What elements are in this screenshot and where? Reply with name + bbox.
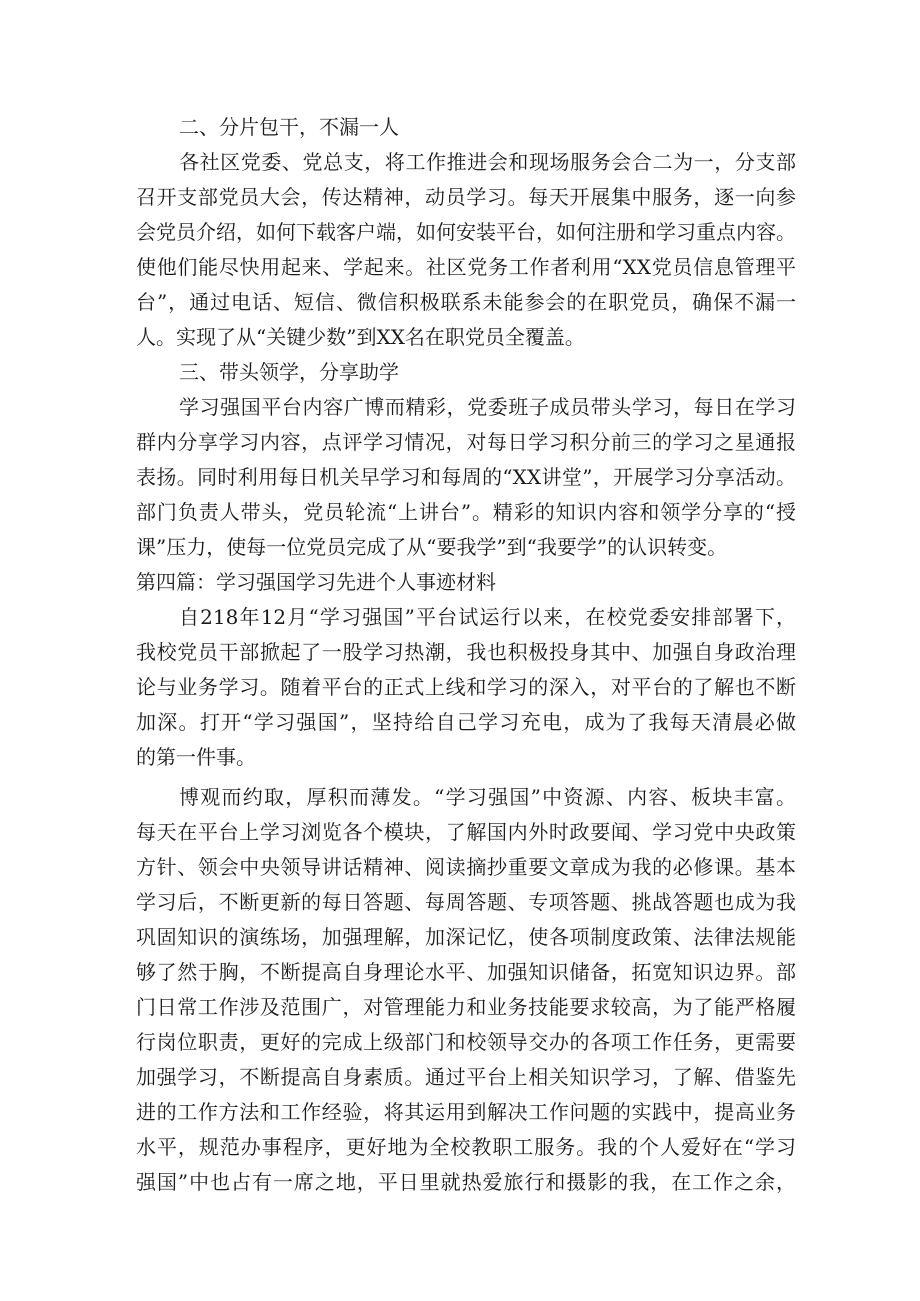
text-line: 每天在平台上学习浏览各个模块，了解国内外时政要闻、学习党中央政策: [136, 820, 796, 844]
text-line: 门日常工作涉及范围广，对管理能力和业务技能要求较高，为了能严格履: [136, 995, 796, 1019]
text-line: 学习后，不断更新的每日答题、每周答题、专项答题、挑战答题也成为我: [136, 890, 796, 914]
text-line: 博观而约取，厚积而薄发。“学习强国”中资源、内容、板块丰富。: [179, 785, 796, 809]
document-body: [136, 110, 796, 1200]
part-title: 第四篇：学习强国学习先进个人事迹材料: [136, 570, 496, 594]
text-line: 行岗位职责，更好的完成上级部门和校领导交办的各项工作任务，更需要: [136, 1030, 796, 1054]
text-line: 会党员介绍，如何下载客户端，如何安装平台，如何注册和学习重点内容。: [136, 220, 796, 244]
text-line: 召开支部党员大会，传达精神，动员学习。每天开展集中服务，逐一向参: [136, 185, 796, 209]
text-line: 的第一件事。: [136, 745, 256, 769]
text-line: 自218年12月“学习强国”平台试运行以来，在校党委安排部署下，: [179, 605, 796, 629]
text-line: 方针、领会中央领导讲话精神、阅读摘抄重要文章成为我的必修课。基本: [136, 855, 796, 879]
paragraph-section2: [136, 145, 796, 355]
text-line: 论与业务学习。随着平台的正式上线和学习的深入，对平台的了解也不断: [136, 675, 796, 699]
text-line: 进的工作方法和工作经验，将其运用到解决工作问题的实践中，提高业务: [136, 1100, 796, 1124]
text-line: 表扬。同时利用每日机关早学习和每周的“XX讲堂”，开展学习分享活动。: [136, 465, 796, 489]
text-line: 课”压力，使每一位党员完成了从“要我学”到“我要学”的认识转变。: [136, 535, 728, 559]
text-line: 学习强国平台内容广博而精彩，党委班子成员带头学习，每日在学习: [179, 395, 796, 419]
text-line: 水平，规范办事程序，更好地为全校教职工服务。我的个人爱好在“学习: [136, 1135, 796, 1159]
section-heading-3: 三、带头领学，分享助学: [179, 360, 399, 384]
text-line: 加深。打开“学习强国”，坚持给自己学习充电，成为了我每天清晨必做: [136, 710, 796, 734]
paragraph-part4-2: [136, 780, 796, 1200]
text-line: 台”，通过电话、短信、微信积极联系未能参会的在职党员，确保不漏一: [136, 290, 796, 314]
text-line: 部门负责人带头，党员轮流“上讲台”。精彩的知识内容和领学分享的“授: [136, 500, 796, 524]
text-line: 强国”中也占有一席之地，平日里就热爱旅行和摄影的我，在工作之余，: [136, 1170, 796, 1194]
text-line: 我校党员干部掀起了一股学习热潮，我也积极投身其中、加强自身政治理: [136, 640, 796, 664]
text-line: 各社区党委、党总支，将工作推进会和现场服务会合二为一，分支部: [179, 150, 796, 174]
text-line: 巩固知识的演练场，加强理解，加深记忆，使各项制度政策、法律法规能: [136, 925, 796, 949]
text-line: 人。实现了从“关键少数”到XX名在职党员全覆盖。: [136, 325, 585, 349]
text-line: 使他们能尽快用起来、学起来。社区党务工作者利用“XX党员信息管理平: [136, 255, 796, 279]
section-heading-2: 二、分片包干，不漏一人: [179, 115, 399, 139]
text-line: 群内分享学习内容，点评学习情况，对每日学习积分前三的学习之星通报: [136, 430, 796, 454]
paragraph-part4-1: [136, 600, 796, 775]
text-line: 加强学习，不断提高自身素质。通过平台上相关知识学习，了解、借鉴先: [136, 1065, 796, 1089]
paragraph-section3: [136, 390, 796, 565]
text-line: 够了然于胸，不断提高自身理论水平、加强知识储备，拓宽知识边界。部: [136, 960, 796, 984]
